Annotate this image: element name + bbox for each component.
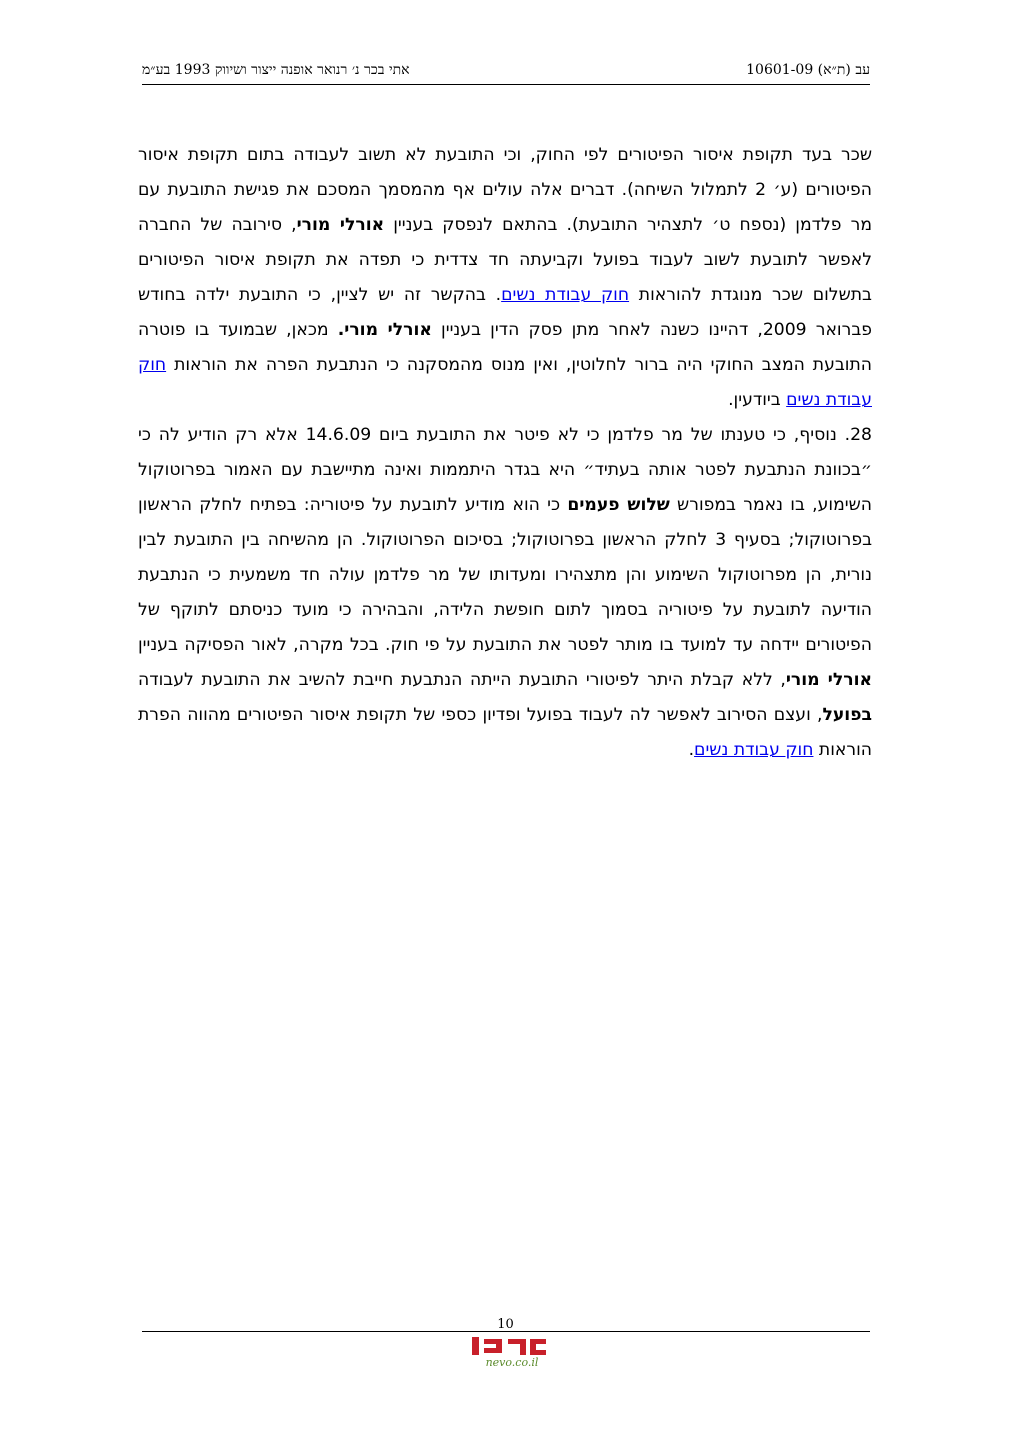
text-run: שכר בעד תקופת איסור הפיטורים לפי החוק, וכי התובעת לא תשוב לעבודה בתום תקופת איסור הפיטורים (ע׳ 2 לתמלול השיחה). דברים אלה עולים אף מהמסמך המסכם את פגישת התובעת עם מר פלדמן (נספח ט׳ לתצהיר התובעת). בהתאם לנפסק בעניין — [138, 145, 873, 235]
text-run: . בהקשר זה יש לציין, כי התובעת ילדה בחודש פברואר 2009, דהיינו כשנה לאחר מתן פסק הדין בעניין — [138, 285, 872, 340]
text-run: , סירובה של החברה לאפשר לתובעת לשוב לעבוד בפועל וקביעתה חד צדדית כי תפדה את תקופת איסור הפיטורים בתשלום שכר מנוגדת להוראות — [138, 215, 872, 305]
text-run: מכאן, שבמועד בו פוטרה התובעת המצב החוקי היה ברור לחלוטין, ואין מנוס מהמסקנה כי הנתבעת הפרה את הוראות — [138, 320, 872, 375]
emphasis-bold: שלוש פעמים — [567, 495, 670, 515]
text-run: כי הוא מודיע לתובעת על פיטוריה: בפתיח לחלק הראשון בפרוטוקול; בסעיף 3 לחלק הראשון בפרוטוקול; בסיכום הפרוטוקול. הן מהשיחה בין התובעת לבין נורית, הן מפרוטוקול השימוע והן מתצהירו ומעדותו של מר פלדמן עולה חד משמעית כי הנתבעת הודיעה לתובעת על פיטוריה בסמוך לתום חופשת הלידה, והבהירה כי מועד כניסתם לתוקף של הפיטורים יידחה עד למועד בו מותר לפטר את התובעת על פי חוק. בכל מקרה, לאור הפסיקה בעניין — [138, 495, 873, 655]
text-run: , ועצם הסירוב לאפשר לה לעבוד בפועל ופדיון כספי של תקופת איסור הפיטורים מהווה הפרת הוראות — [138, 705, 872, 760]
paragraph-number: 28. — [844, 425, 872, 445]
text-run: . — [688, 740, 695, 760]
case-name-bold: אורלי מורי — [296, 215, 385, 235]
paragraph-28 — [138, 418, 872, 768]
paragraph-continuation — [138, 138, 872, 418]
text-run: , ללא קבלת היתר לפיטורי התובעת הייתה הנתבעת חייבת להשיב את התובעת לעבודה — [138, 670, 786, 690]
text-run: ביודעין. — [728, 390, 787, 410]
page-header — [142, 58, 870, 85]
nevo-logo — [462, 1335, 562, 1369]
case-parties: אתי בכר נ׳ רנואר אופנה ייצור ושיווק 1993 בע״מ — [142, 62, 410, 78]
case-number: עב (ת״א) 10601-09 — [746, 62, 870, 78]
emphasis-bold: בפועל — [822, 705, 872, 725]
law-link[interactable]: חוק עבודת נשים — [694, 740, 814, 760]
text-run: נוסיף, כי טענתו של מר פלדמן כי לא פיטר את התובעת ביום 14.6.09 אלא רק הודיע לה כי ״בכוונת הנתבעת לפטר אותה בעתיד״ היא בגדר היתממות ואינה מתיישבת עם האמור בפרוטוקול השימוע, בו נאמר במפורש — [138, 425, 872, 515]
case-name-bold: אורלי מורי. — [337, 320, 432, 340]
law-link[interactable]: חוק עבודת נשים — [138, 355, 872, 410]
case-name-bold: אורלי מורי — [785, 670, 872, 690]
document-body — [138, 138, 872, 768]
svg-text:nevo.co.il: nevo.co.il — [485, 1356, 539, 1369]
page-number: 10 — [497, 1317, 514, 1332]
footer-divider — [142, 1331, 870, 1332]
law-link[interactable]: חוק עבודת נשים — [501, 285, 630, 305]
